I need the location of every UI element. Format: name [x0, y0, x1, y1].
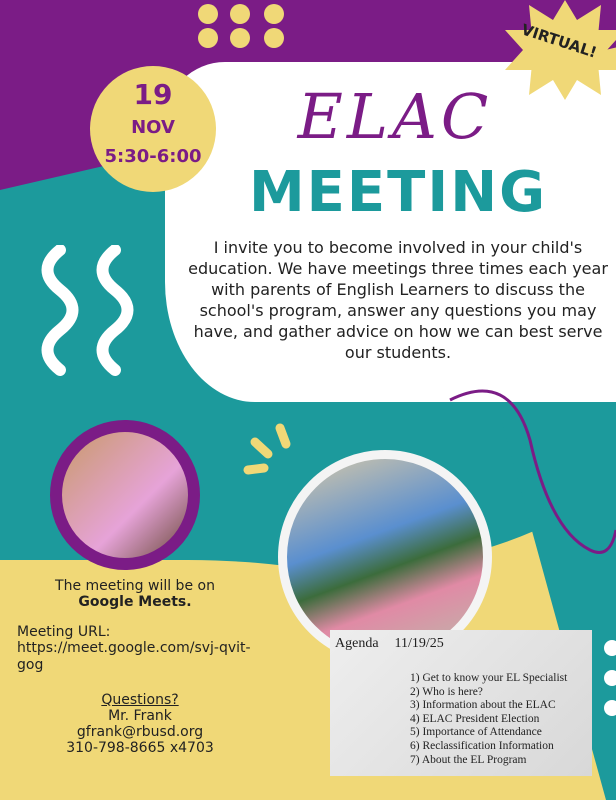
date-time: 5:30-6:00 — [104, 146, 202, 167]
agenda-box — [330, 630, 592, 776]
platform-suffix: . — [186, 594, 192, 610]
meeting-title: MEETING — [248, 160, 548, 225]
date-month: NOV — [131, 117, 175, 138]
decor-dot — [604, 670, 616, 686]
photo-mother-daughter — [50, 420, 200, 570]
decor-dot — [604, 700, 616, 716]
decor-dot — [230, 28, 250, 48]
url-label: Meeting URL: — [17, 624, 111, 640]
decor-dot — [198, 28, 218, 48]
contact-name: Mr. Frank — [108, 708, 172, 724]
decor-dot — [230, 4, 250, 24]
agenda-item: 3) Information about the ELAC — [410, 699, 556, 712]
sparkle-decoration — [240, 420, 310, 480]
decor-dot — [198, 4, 218, 24]
decor-dot — [604, 640, 616, 656]
contact-phone: 310-798-8665 x4703 — [66, 740, 214, 756]
platform-line: The meeting will be on — [55, 578, 215, 594]
agenda-item: 7) About the EL Program — [410, 753, 527, 766]
contact-email-link[interactable]: gfrank@rbusd.org — [76, 724, 204, 740]
squiggle-decoration — [30, 245, 150, 395]
agenda-date: 11/19/25 — [394, 636, 444, 651]
agenda-item: 4) ELAC President Election — [410, 712, 540, 725]
decor-dot — [264, 4, 284, 24]
meeting-info — [0, 578, 300, 756]
meeting-url-link[interactable]: https://meet.google.com/svj-qvit-gog — [17, 640, 251, 673]
elac-title: ELAC — [297, 80, 493, 153]
agenda-item: 5) Importance of Attendance — [410, 726, 542, 739]
intro-text: I invite you to become involved in your child's education. We have meetings three times each year with parents of English Learners to discuss the school's program, answer any questions you may have, and gather advice on how we can best serve our students. — [188, 238, 608, 362]
agenda-item: 1) Get to know your EL Specialist — [410, 672, 568, 684]
decor-dot — [264, 28, 284, 48]
questions-heading: Questions? — [101, 692, 179, 708]
platform-name: Google Meets — [78, 594, 187, 610]
agenda-item: 2) Who is here? — [410, 685, 483, 698]
agenda-item: 6) Reclassification Information — [410, 739, 554, 752]
date-day: 19 — [133, 78, 173, 111]
virtual-badge-text: VIRTUAL! — [519, 20, 599, 62]
agenda-title: Agenda — [335, 636, 379, 651]
